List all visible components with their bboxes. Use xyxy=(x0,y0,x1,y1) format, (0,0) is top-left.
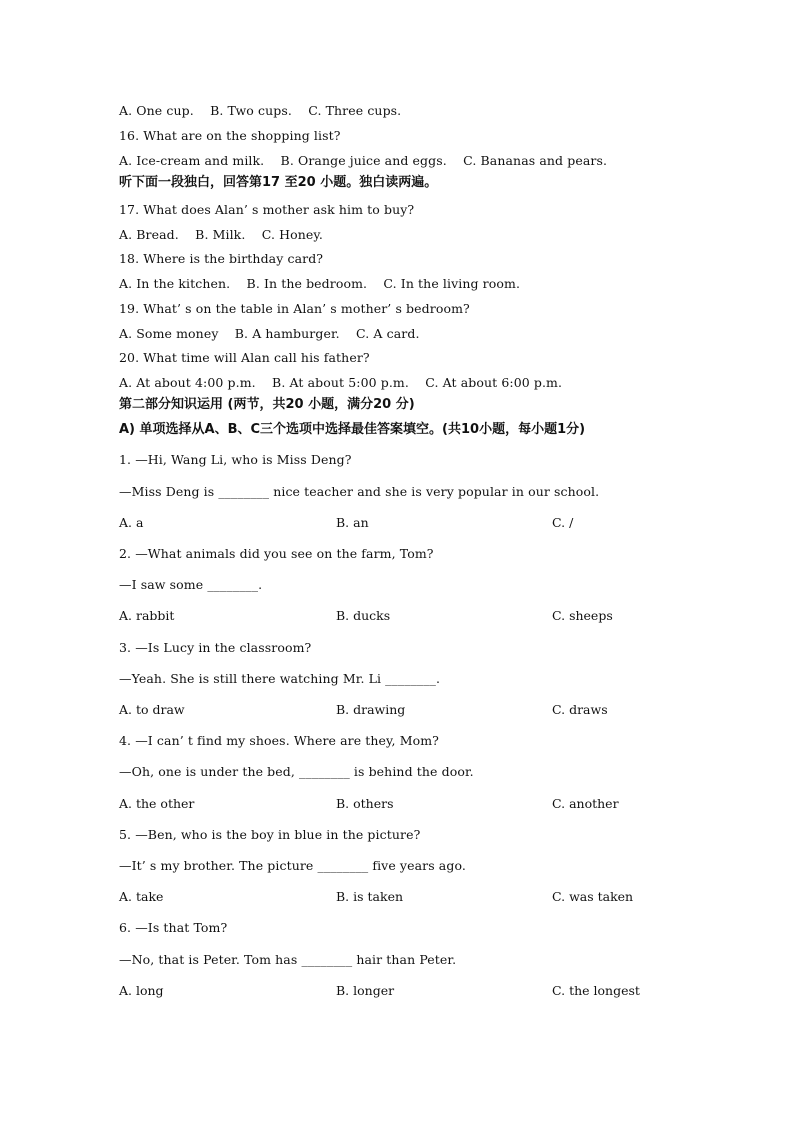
question-1-prompt: 1. —Hi, Wang Li, who is Miss Deng? xyxy=(119,452,352,467)
question-3-option-c: C. draws xyxy=(552,702,608,717)
section-heading-monologue: 听下面一段独白，回答第17 至20 小题。独白读两遍。 xyxy=(119,175,438,190)
question-2-response: —I saw some ________. xyxy=(119,577,263,592)
question-4-response: —Oh, one is under the bed, ________ is behind the door. xyxy=(119,764,474,779)
question-6-response: —No, that is Peter. Tom has ________ hair than Peter. xyxy=(119,952,457,967)
question-3-option-b: B. drawing xyxy=(336,702,406,717)
question-2-prompt: 2. —What animals did you see on the farm, Tom? xyxy=(119,546,434,561)
question-1-option-c: C. / xyxy=(552,515,574,530)
q20-question: 20. What time will Alan call his father? xyxy=(119,350,370,365)
q18-question: 18. Where is the birthday card? xyxy=(119,251,324,266)
q15-options: A. One cup. B. Two cups. C. Three cups. xyxy=(119,103,402,118)
part2-title: 第二部分知识运用 (两节，共20 小题，满分20 分) xyxy=(119,397,415,412)
section-a-heading: A) 单项选择从A、B、C三个选项中选择最佳答案填空。(共10小题，每小题1分) xyxy=(119,422,586,437)
question-3-response: —Yeah. She is still there watching Mr. Li ________. xyxy=(119,671,441,686)
question-5-prompt: 5. —Ben, who is the boy in blue in the picture? xyxy=(119,827,421,842)
question-3-prompt: 3. —Is Lucy in the classroom? xyxy=(119,640,312,655)
question-5-option-c: C. was taken xyxy=(552,889,634,904)
question-1-response: —Miss Deng is ________ nice teacher and she is very popular in our school. xyxy=(119,484,600,499)
question-4-option-a: A. the other xyxy=(119,796,195,811)
question-5-option-a: A. take xyxy=(119,889,164,904)
question-5-response: —It’ s my brother. The picture ________ five years ago. xyxy=(119,858,466,873)
q17-question: 17. What does Alan’ s mother ask him to buy? xyxy=(119,202,415,217)
question-6-option-b: B. longer xyxy=(336,983,395,998)
q20-options: A. At about 4:00 p.m. B. At about 5:00 p.m. C. At about 6:00 p.m. xyxy=(119,375,563,390)
q17-options: A. Bread. B. Milk. C. Honey. xyxy=(119,227,323,242)
question-6-option-c: C. the longest xyxy=(552,983,640,998)
question-4-prompt: 4. —I can’ t find my shoes. Where are they, Mom? xyxy=(119,733,439,748)
q19-question: 19. What’ s on the table in Alan’ s mother’ s bedroom? xyxy=(119,301,470,316)
question-2-option-a: A. rabbit xyxy=(119,608,175,623)
question-1-option-b: B. an xyxy=(336,515,369,530)
question-2-option-b: B. ducks xyxy=(336,608,391,623)
q19-options: A. Some money B. A hamburger. C. A card. xyxy=(119,326,420,341)
question-2-option-c: C. sheeps xyxy=(552,608,613,623)
q18-options: A. In the kitchen. B. In the bedroom. C. In the living room. xyxy=(119,276,521,291)
question-6-prompt: 6. —Is that Tom? xyxy=(119,920,228,935)
question-4-option-c: C. another xyxy=(552,796,619,811)
q16-options: A. Ice-cream and milk. B. Orange juice and eggs. C. Bananas and pears. xyxy=(119,153,608,168)
question-5-option-b: B. is taken xyxy=(336,889,404,904)
question-6-option-a: A. long xyxy=(119,983,164,998)
question-1-option-a: A. a xyxy=(119,515,144,530)
question-4-option-b: B. others xyxy=(336,796,394,811)
question-3-option-a: A. to draw xyxy=(119,702,185,717)
q16-question: 16. What are on the shopping list? xyxy=(119,128,341,143)
